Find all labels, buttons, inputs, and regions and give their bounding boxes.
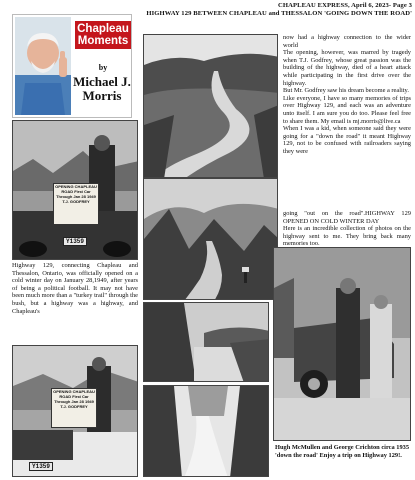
photo-opening-day-2 xyxy=(12,345,138,477)
header-line-1: CHAPLEAU EXPRESS, April 6, 2023- Page 3 xyxy=(278,2,412,9)
author-portrait xyxy=(15,17,71,115)
photo-winter-road xyxy=(143,385,269,477)
photo-caption: Hugh McMullen and George Crichton circa 1935 'down the road' Enjoy a trip on Highway 129!. xyxy=(275,444,410,459)
photo-road-mountains xyxy=(143,178,278,300)
photo-opening-day xyxy=(12,120,138,260)
photo-winding-road xyxy=(143,34,278,178)
article-right-column: now had a highway connection to the wider world The opening, however, was marred by tragedy when T.J. Godfrey, whose great passion was the building of the highway, died of a heart attack while participating in the first drive over the highway. But Mr. Godfrey saw his dream become a reality. Like everyone, I have so many memories of trips over Highway 129, and each was an adventure unto itself. I am sure you do too. Please feel free to share them. My email is mj.morris@live.ca When I was a kid, when someone said they were going for a "down the road" it meant Highway 129, not to be confused with railroaders saying they were xyxy=(283,34,411,155)
page-header xyxy=(140,2,412,17)
author-name: Michael J. Morris xyxy=(73,74,131,103)
column-title: Chapleau Moments xyxy=(75,21,131,49)
opening-sign-top: OPENING CHAPLEAU ROAD First Car Through Jan 28 1949 T.J. GODFREY xyxy=(53,183,99,225)
photo-men-with-car xyxy=(273,247,411,441)
header-line-2: HIGHWAY 129 BETWEEN CHAPLEAU and THESSALON 'GOING DOWN THE ROAD' xyxy=(146,9,412,17)
article-left-column: Highway 129, connecting Chapleau and Thessalon, Ontario, was officially opened on a cold winter day on January 28,1949, after years of being a political football. It may not have been much more than a "turkey trail" through the bush, but a highway was a highway, and Chapleau's xyxy=(12,262,138,315)
photo-lake-rocks xyxy=(143,302,269,382)
column-logo-box xyxy=(12,14,132,118)
article-continued: going "out on the road".HIGHWAY 129 OPENED ON COLD WINTER DAY Here is an incredible collection of photos on the highway sent to me. They bring back many memories too. xyxy=(283,210,411,248)
opening-sign-bottom: OPENING CHAPLEAU ROAD First Car Through Jan 28 1949 T.J. GODFREY xyxy=(51,388,97,428)
license-plate-bottom: Y1359 xyxy=(29,462,53,471)
byline-by: by xyxy=(98,63,108,72)
license-plate-top: Y1359 xyxy=(63,237,87,246)
